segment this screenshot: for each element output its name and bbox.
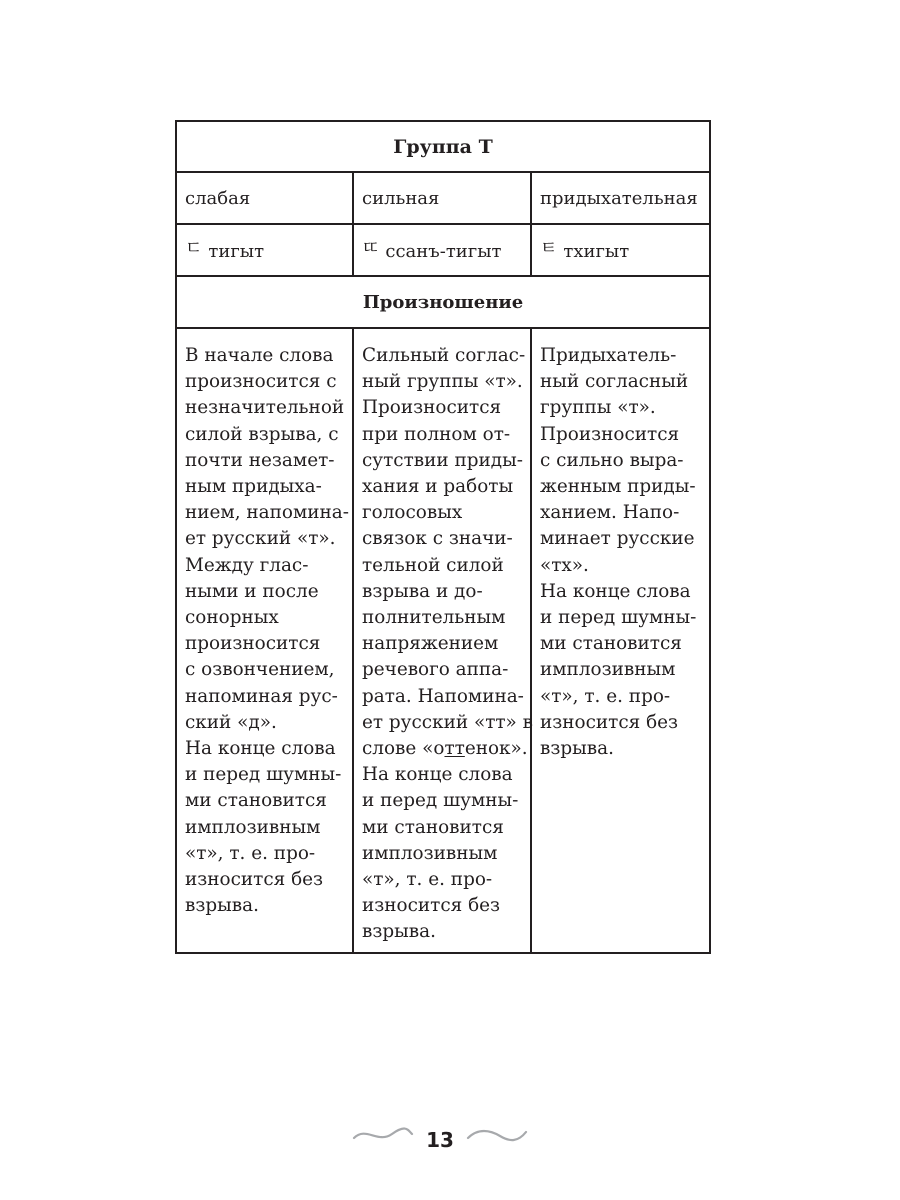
description-weak [176, 328, 353, 953]
letter-name: тигыт [208, 241, 265, 262]
text-line: почти незамет- [185, 449, 335, 471]
text-line: ми становится [185, 790, 327, 812]
hangul-glyph: ㅌ [540, 238, 558, 259]
text-line: ми становится [540, 633, 682, 655]
letter-name: ссанъ-тигыт [385, 241, 502, 262]
letter-weak [176, 224, 353, 276]
text-line: ет русский «т». [185, 528, 336, 550]
text-line: и перед шумны- [185, 764, 342, 786]
text-line: голосовых [362, 502, 463, 524]
text-line: На конце слова [540, 580, 691, 602]
text-line: «т», т. е. про- [185, 842, 316, 864]
text-line: сонорных [185, 607, 279, 629]
example-line [362, 736, 528, 762]
letter-name: тхигыт [563, 241, 630, 262]
description-strong [353, 328, 534, 953]
section-title: Произношение [176, 276, 710, 328]
page-footer [0, 1122, 900, 1162]
text-line: Придыхатель- [540, 345, 677, 366]
text-line: ный согласный [540, 371, 689, 393]
text-line: взрыва и до- [362, 580, 483, 602]
type-weak: слабая [176, 172, 353, 224]
text-line: ный группы «т». [362, 371, 523, 393]
text-line: Между глас- [185, 554, 309, 576]
example-underlined: тт [444, 738, 465, 760]
type-strong: сильная [353, 172, 531, 224]
letter-strong [353, 224, 531, 276]
table-title: Группа Т [176, 121, 710, 172]
text-line: износится без [362, 895, 501, 917]
text-line: износится без [185, 869, 324, 891]
example-after: енок». [464, 738, 528, 760]
text-line: взрыва. [185, 895, 259, 917]
text-line: имплозивным [540, 659, 676, 681]
text-line: «тх». [540, 554, 589, 576]
text-line: ными и после [185, 580, 319, 602]
text-line: В начале слова [185, 345, 334, 366]
text-line: произносится [185, 633, 321, 655]
text-line: нием, напомина- [185, 502, 349, 524]
text-line: напоминая рус- [185, 685, 338, 707]
left-wave-ornament [352, 1122, 414, 1152]
text-line: женным приды- [540, 476, 696, 498]
text-line: Произносится [362, 397, 502, 419]
text-line: износится без [540, 711, 679, 733]
text-line: ми становится [362, 816, 504, 838]
text-line: незначительной [185, 397, 345, 419]
text-line: минает русские [540, 528, 695, 550]
text-line: и перед шумны- [540, 607, 697, 629]
text-line: произносится с [185, 371, 337, 393]
text-line: силой взрыва, с [185, 423, 339, 445]
text-line: ханием. Напо- [540, 502, 680, 524]
text-line: тельной силой [362, 554, 504, 576]
hangul-glyph: ㄸ [362, 238, 380, 259]
text-line: ет русский «тт» в [362, 711, 534, 733]
text-line: при полном от- [362, 423, 511, 445]
text-line: имплозивным [362, 842, 498, 864]
text-line: ский «д». [185, 711, 277, 733]
text-line: На конце слова [362, 764, 513, 786]
example-before: слове «о [362, 738, 445, 760]
text-line: полнительным [362, 607, 506, 629]
text-line: напряжением [362, 633, 499, 655]
description-aspirated [531, 328, 710, 953]
text-line: ным придыха- [185, 476, 322, 498]
text-line: группы «т». [540, 397, 656, 419]
right-wave-ornament [466, 1122, 528, 1152]
text-line: Произносится [540, 423, 680, 445]
text-line: с озвончением, [185, 659, 335, 681]
text-line: «т», т. е. про- [540, 685, 671, 707]
consonant-table [175, 120, 711, 954]
text-line: сутствии приды- [362, 449, 523, 471]
letter-aspirated [531, 224, 710, 276]
text-line: хания и работы [362, 476, 514, 498]
text-line: «т», т. е. про- [362, 869, 493, 891]
text-line: Сильный соглас- [362, 345, 526, 366]
text-line: На конце слова [185, 738, 336, 760]
text-line: имплозивным [185, 816, 321, 838]
text-line: и перед шумны- [362, 790, 519, 812]
text-line: речевого аппа- [362, 659, 509, 681]
text-line: взрыва. [540, 738, 614, 760]
type-aspirated: придыхательная [531, 172, 710, 224]
text-line: взрыва. [362, 921, 436, 943]
text-line: рата. Напомина- [362, 685, 524, 707]
page-number: 13 [426, 1128, 454, 1152]
hangul-glyph: ㄷ [185, 238, 203, 259]
text-line: связок с значи- [362, 528, 513, 550]
text-line: с сильно выра- [540, 449, 684, 471]
